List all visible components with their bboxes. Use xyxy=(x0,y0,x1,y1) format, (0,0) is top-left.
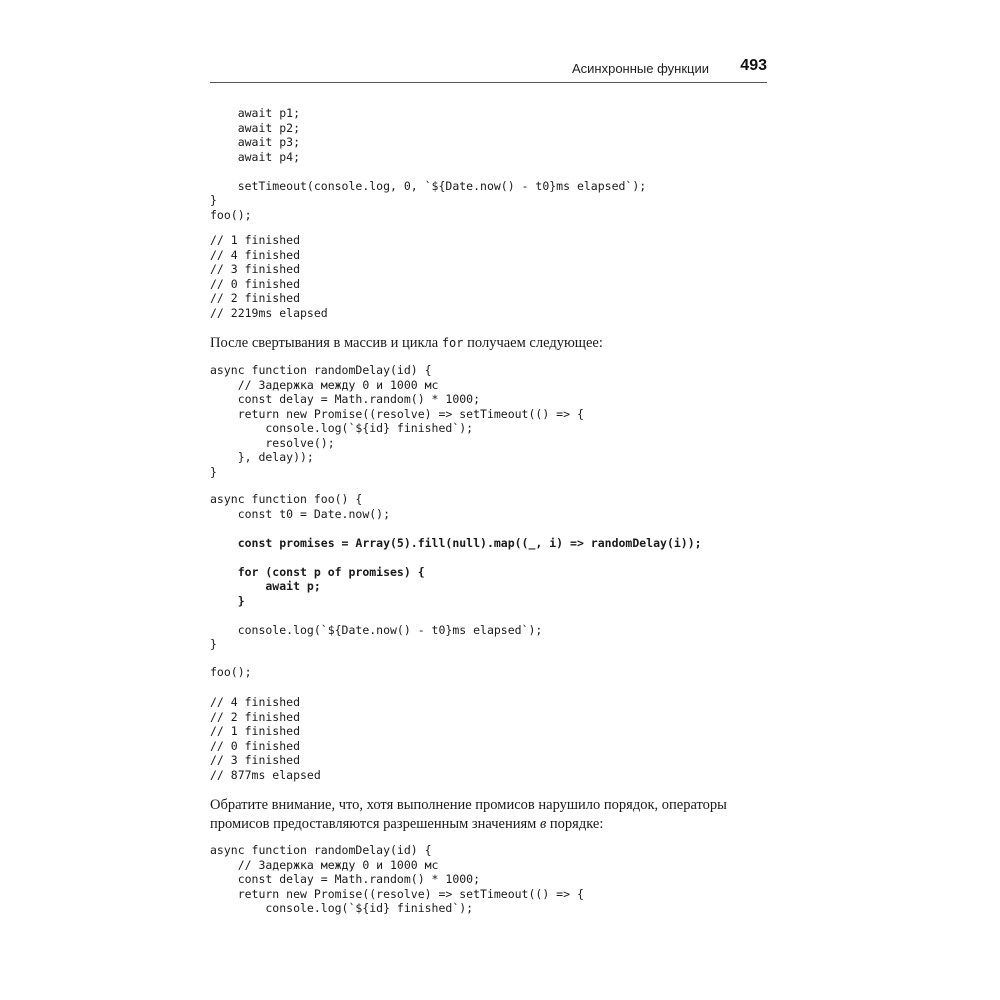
code-line: resolve(); xyxy=(210,435,335,450)
running-header xyxy=(210,56,767,83)
code-line: await p1; xyxy=(210,106,301,120)
code-block xyxy=(210,665,252,680)
code-line xyxy=(210,521,702,536)
code-line: } xyxy=(210,193,217,208)
text-run: После свертывания в массив и цикла xyxy=(210,335,442,351)
code-line: // Задержка между 0 и 1000 мс xyxy=(210,377,439,392)
code-line: // 877ms elapsed xyxy=(210,767,321,782)
code-line: // 4 finished xyxy=(210,247,301,262)
code-line: console.log(`${Date.now() - t0}ms elapsed`); xyxy=(210,622,543,637)
code-line: // 0 finished xyxy=(210,738,301,753)
code-line: for (const p of promises) { xyxy=(210,564,425,579)
code-line: await p; xyxy=(210,579,321,594)
paragraph xyxy=(210,796,775,834)
code-block xyxy=(210,492,702,652)
emphasis: в xyxy=(539,816,547,832)
code-line: // 4 finished xyxy=(210,695,301,709)
code-block xyxy=(210,233,328,320)
code-line: await p4; xyxy=(210,149,301,164)
code-line: foo(); xyxy=(210,665,252,679)
text-run: получаем следующее: xyxy=(463,335,603,351)
code-line: const delay = Math.random() * 1000; xyxy=(210,872,481,887)
code-line: async function foo() { xyxy=(210,492,363,506)
code-line: // 2 finished xyxy=(210,709,301,724)
code-line: // 3 finished xyxy=(210,262,301,277)
code-line: await p2; xyxy=(210,120,301,135)
code-line: console.log(`${id} finished`); xyxy=(210,421,474,436)
text-run: порядке: xyxy=(546,816,604,832)
text-run: Обратите внимание, что, хотя выполнение промисов нарушило порядок, операторы промисов предоставляются разрешенным значениям xyxy=(210,797,727,832)
code-line: // Задержка между 0 и 1000 мс xyxy=(210,857,439,872)
chapter-title: Асинхронные функции xyxy=(571,61,709,76)
code-line: async function randomDelay(id) { xyxy=(210,363,432,377)
code-line: // 1 finished xyxy=(210,724,301,739)
code-block xyxy=(210,843,584,916)
code-line: }, delay)); xyxy=(210,450,314,465)
code-line: // 2 finished xyxy=(210,291,301,306)
code-block xyxy=(210,695,321,782)
code-line xyxy=(210,164,646,179)
code-line: const t0 = Date.now(); xyxy=(210,506,391,521)
code-line: foo(); xyxy=(210,207,252,222)
inline-code: for xyxy=(441,336,464,350)
code-line: console.log(`${id} finished`); xyxy=(210,901,474,916)
code-line: } xyxy=(210,637,217,652)
code-block xyxy=(210,363,584,479)
code-line: const promises = Array(5).fill(null).map((_, i) => randomDelay(i)); xyxy=(210,535,702,550)
page-number: 493 xyxy=(740,57,767,74)
code-line: return new Promise((resolve) => setTimeout(() => { xyxy=(210,406,584,421)
code-line xyxy=(210,550,702,565)
code-line: // 1 finished xyxy=(210,233,301,247)
code-line: // 2219ms elapsed xyxy=(210,305,328,320)
code-line: setTimeout(console.log, 0, `${Date.now() - t0}ms elapsed`); xyxy=(210,178,647,193)
code-block xyxy=(210,106,646,222)
code-line: return new Promise((resolve) => setTimeout(() => { xyxy=(210,886,584,901)
code-line: } xyxy=(210,464,217,479)
code-line: const delay = Math.random() * 1000; xyxy=(210,392,481,407)
code-line: await p3; xyxy=(210,135,301,150)
code-line xyxy=(210,608,702,623)
code-line: } xyxy=(210,593,245,608)
code-line: async function randomDelay(id) { xyxy=(210,843,432,857)
code-line: // 3 finished xyxy=(210,753,301,768)
paragraph xyxy=(210,334,775,353)
code-line: // 0 finished xyxy=(210,276,301,291)
